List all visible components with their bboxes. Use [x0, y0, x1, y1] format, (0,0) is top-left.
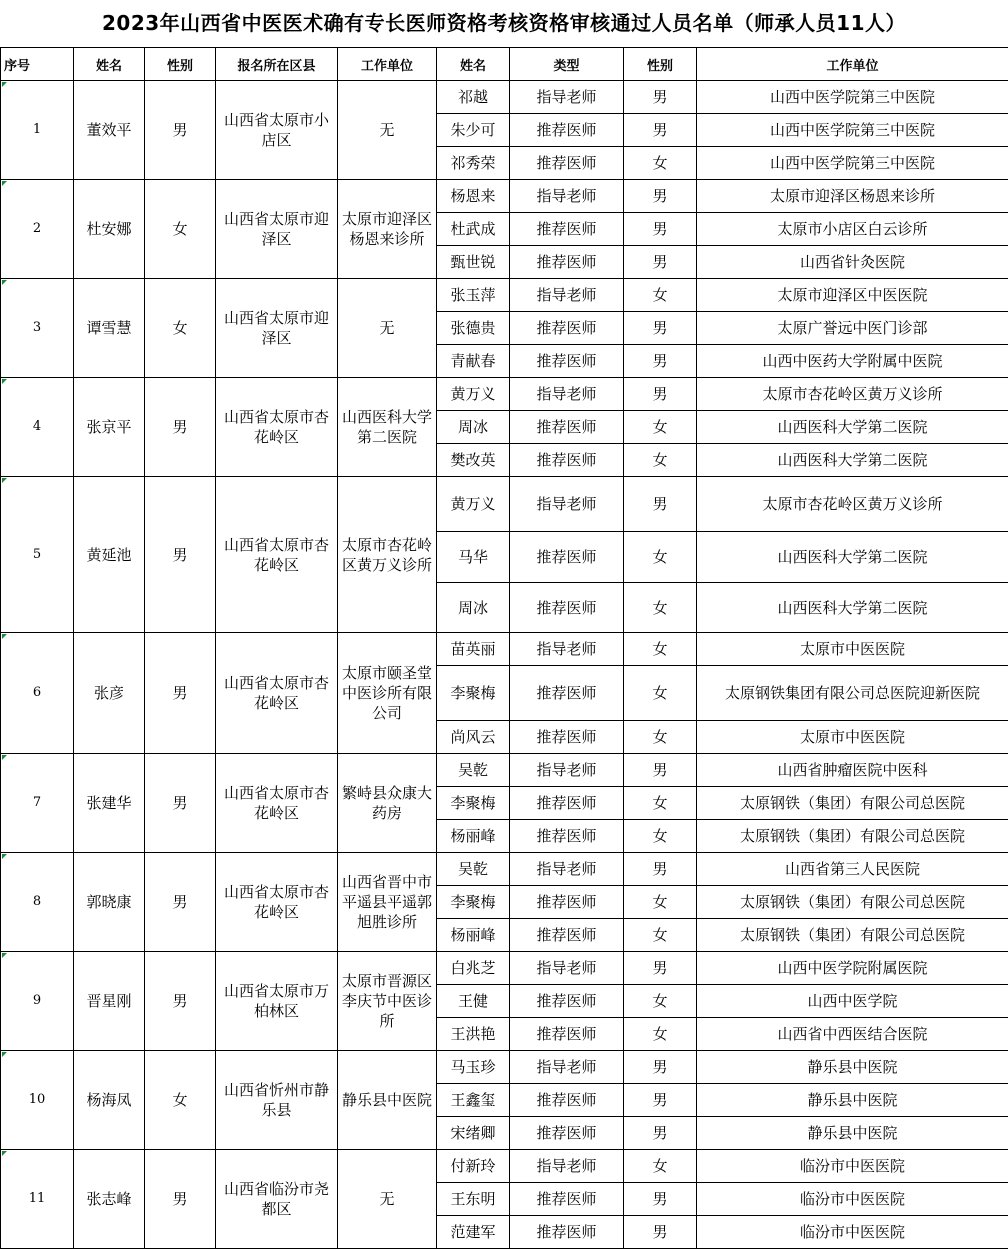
mentor-type: 推荐医师	[510, 820, 624, 853]
mentor-type: 推荐医师	[510, 721, 624, 754]
mentor-gender: 男	[624, 180, 697, 213]
mentor-name: 张德贵	[437, 312, 510, 345]
mentor-gender: 女	[624, 279, 697, 312]
applicant-name: 杨海凤	[74, 1051, 145, 1150]
applicant-name: 张彦	[74, 633, 145, 754]
mentor-unit: 山西省针灸医院	[697, 246, 1008, 279]
mentor-name: 王洪艳	[437, 1018, 510, 1051]
mentor-type: 推荐医师	[510, 147, 624, 180]
mentor-name: 张玉萍	[437, 279, 510, 312]
mentor-gender: 男	[624, 213, 697, 246]
applicant-gender: 男	[145, 952, 216, 1051]
mentor-gender: 女	[624, 444, 697, 477]
table-row	[1, 1051, 1008, 1084]
mentor-unit: 临汾市中医医院	[697, 1150, 1008, 1183]
applicant-gender: 男	[145, 1150, 216, 1249]
mentor-type: 推荐医师	[510, 1183, 624, 1216]
mentor-name: 杨丽峰	[437, 919, 510, 952]
mentor-gender: 男	[624, 1183, 697, 1216]
approved-personnel-table	[0, 47, 1008, 1249]
applicant-seq: 1	[1, 81, 74, 180]
mentor-unit: 太原钢铁（集团）有限公司总医院	[697, 820, 1008, 853]
mentor-name: 宋绪卿	[437, 1117, 510, 1150]
applicant-district: 山西省太原市杏花岭区	[216, 853, 338, 952]
applicant-unit: 山西医科大学第二医院	[338, 378, 437, 477]
table-row	[1, 1150, 1008, 1183]
applicant-seq: 8	[1, 853, 74, 952]
mentor-type: 推荐医师	[510, 114, 624, 147]
applicant-district: 山西省忻州市静乐县	[216, 1051, 338, 1150]
mentor-type: 推荐医师	[510, 1084, 624, 1117]
mentor-name: 青献春	[437, 345, 510, 378]
mentor-type: 推荐医师	[510, 246, 624, 279]
mentor-type: 推荐医师	[510, 1216, 624, 1249]
mentor-name: 尚风云	[437, 721, 510, 754]
mentor-gender: 女	[624, 886, 697, 919]
applicant-unit: 太原市颐圣堂中医诊所有限公司	[338, 633, 437, 754]
applicant-name: 晋星刚	[74, 952, 145, 1051]
mentor-unit: 山西省第三人民医院	[697, 853, 1008, 886]
applicant-gender: 男	[145, 378, 216, 477]
mentor-type: 推荐医师	[510, 345, 624, 378]
mentor-gender: 女	[624, 985, 697, 1018]
mentor-unit: 临汾市中医医院	[697, 1216, 1008, 1249]
applicant-district: 山西省临汾市尧都区	[216, 1150, 338, 1249]
mentor-name: 王鑫玺	[437, 1084, 510, 1117]
mentor-name: 黄万义	[437, 378, 510, 411]
mentor-unit: 太原市杏花岭区黄万义诊所	[697, 378, 1008, 411]
mentor-type: 推荐医师	[510, 1018, 624, 1051]
mentor-gender: 女	[624, 147, 697, 180]
mentor-gender: 女	[624, 1018, 697, 1051]
table-row	[1, 81, 1008, 114]
applicant-unit: 无	[338, 81, 437, 180]
applicant-name: 董效平	[74, 81, 145, 180]
header-mentor-name: 姓名	[437, 48, 510, 81]
mentor-name: 杨恩来	[437, 180, 510, 213]
mentor-type: 指导老师	[510, 754, 624, 787]
mentor-unit: 太原钢铁（集团）有限公司总医院	[697, 886, 1008, 919]
mentor-type: 指导老师	[510, 81, 624, 114]
applicant-gender: 男	[145, 853, 216, 952]
applicant-gender: 男	[145, 633, 216, 754]
mentor-type: 指导老师	[510, 477, 624, 532]
mentor-gender: 男	[624, 853, 697, 886]
mentor-name: 马玉珍	[437, 1051, 510, 1084]
applicant-name: 张志峰	[74, 1150, 145, 1249]
mentor-type: 指导老师	[510, 279, 624, 312]
mentor-name: 苗英丽	[437, 633, 510, 666]
mentor-unit: 山西医科大学第二医院	[697, 444, 1008, 477]
mentor-gender: 女	[624, 532, 697, 583]
mentor-name: 黄万义	[437, 477, 510, 532]
mentor-gender: 男	[624, 1051, 697, 1084]
applicant-district: 山西省太原市小店区	[216, 81, 338, 180]
applicant-seq: 5	[1, 477, 74, 633]
mentor-type: 推荐医师	[510, 919, 624, 952]
applicant-unit: 太原市晋源区李庆节中医诊所	[338, 952, 437, 1051]
applicant-name: 张建华	[74, 754, 145, 853]
applicant-name: 黄延池	[74, 477, 145, 633]
header-mentor-type: 类型	[510, 48, 624, 81]
applicant-district: 山西省太原市迎泽区	[216, 279, 338, 378]
mentor-name: 李聚梅	[437, 886, 510, 919]
applicant-district: 山西省太原市杏花岭区	[216, 754, 338, 853]
applicant-unit: 太原市杏花岭区黄万义诊所	[338, 477, 437, 633]
mentor-name: 朱少可	[437, 114, 510, 147]
applicant-seq: 6	[1, 633, 74, 754]
applicant-name: 郭晓康	[74, 853, 145, 952]
applicant-unit: 山西省晋中市平遥县平遥郭旭胜诊所	[338, 853, 437, 952]
mentor-type: 推荐医师	[510, 213, 624, 246]
applicant-name: 杜安娜	[74, 180, 145, 279]
applicant-unit: 太原市迎泽区杨恩来诊所	[338, 180, 437, 279]
applicant-seq: 9	[1, 952, 74, 1051]
mentor-gender: 男	[624, 754, 697, 787]
mentor-type: 指导老师	[510, 1051, 624, 1084]
applicant-unit: 静乐县中医院	[338, 1051, 437, 1150]
mentor-type: 推荐医师	[510, 444, 624, 477]
mentor-gender: 女	[624, 633, 697, 666]
mentor-unit: 太原市中医医院	[697, 721, 1008, 754]
mentor-type: 指导老师	[510, 952, 624, 985]
mentor-gender: 女	[624, 411, 697, 444]
mentor-type: 推荐医师	[510, 666, 624, 721]
table-body	[1, 81, 1008, 1249]
mentor-gender: 女	[624, 919, 697, 952]
mentor-name: 吴乾	[437, 853, 510, 886]
mentor-gender: 男	[624, 114, 697, 147]
mentor-type: 指导老师	[510, 633, 624, 666]
mentor-gender: 女	[624, 583, 697, 633]
applicant-seq: 2	[1, 180, 74, 279]
mentor-unit: 太原钢铁（集团）有限公司总医院	[697, 787, 1008, 820]
applicant-gender: 男	[145, 754, 216, 853]
mentor-gender: 男	[624, 312, 697, 345]
mentor-name: 周冰	[437, 583, 510, 633]
applicant-unit: 无	[338, 279, 437, 378]
mentor-unit: 山西省肿瘤医院中医科	[697, 754, 1008, 787]
table-row	[1, 180, 1008, 213]
mentor-unit: 山西医科大学第二医院	[697, 411, 1008, 444]
applicant-gender: 女	[145, 180, 216, 279]
mentor-name: 杜武成	[437, 213, 510, 246]
mentor-unit: 山西中医学院	[697, 985, 1008, 1018]
applicant-seq: 10	[1, 1051, 74, 1150]
mentor-unit: 山西中医学院附属医院	[697, 952, 1008, 985]
applicant-district: 山西省太原市万柏林区	[216, 952, 338, 1051]
mentor-name: 李聚梅	[437, 787, 510, 820]
mentor-name: 白兆芝	[437, 952, 510, 985]
mentor-unit: 山西中医学院第三中医院	[697, 147, 1008, 180]
document-title: 2023年山西省中医医术确有专长医师资格考核资格审核通过人员名单（师承人员11人）	[0, 0, 1008, 47]
applicant-seq: 3	[1, 279, 74, 378]
mentor-gender: 男	[624, 246, 697, 279]
mentor-unit: 太原钢铁集团有限公司总医院迎新医院	[697, 666, 1008, 721]
table-row	[1, 853, 1008, 886]
mentor-gender: 女	[624, 787, 697, 820]
header-gender: 性别	[145, 48, 216, 81]
mentor-name: 王东明	[437, 1183, 510, 1216]
applicant-unit: 繁峙县众康大药房	[338, 754, 437, 853]
header-unit: 工作单位	[338, 48, 437, 81]
mentor-name: 祁秀荣	[437, 147, 510, 180]
applicant-seq: 4	[1, 378, 74, 477]
mentor-name: 祁越	[437, 81, 510, 114]
mentor-name: 周冰	[437, 411, 510, 444]
mentor-type: 推荐医师	[510, 583, 624, 633]
mentor-type: 推荐医师	[510, 985, 624, 1018]
table-row	[1, 633, 1008, 666]
mentor-unit: 山西中医学院第三中医院	[697, 81, 1008, 114]
mentor-name: 李聚梅	[437, 666, 510, 721]
mentor-unit: 太原市杏花岭区黄万义诊所	[697, 477, 1008, 532]
mentor-type: 推荐医师	[510, 532, 624, 583]
table-row	[1, 952, 1008, 985]
mentor-name: 范建军	[437, 1216, 510, 1249]
mentor-unit: 太原广誉远中医门诊部	[697, 312, 1008, 345]
applicant-gender: 女	[145, 279, 216, 378]
header-seq: 序号	[1, 48, 74, 81]
applicant-seq: 7	[1, 754, 74, 853]
mentor-unit: 静乐县中医院	[697, 1117, 1008, 1150]
mentor-gender: 男	[624, 1216, 697, 1249]
mentor-type: 推荐医师	[510, 886, 624, 919]
mentor-name: 杨丽峰	[437, 820, 510, 853]
mentor-unit: 静乐县中医院	[697, 1051, 1008, 1084]
mentor-unit: 太原市迎泽区杨恩来诊所	[697, 180, 1008, 213]
mentor-type: 推荐医师	[510, 787, 624, 820]
mentor-gender: 女	[624, 666, 697, 721]
mentor-name: 甄世锐	[437, 246, 510, 279]
mentor-gender: 女	[624, 820, 697, 853]
mentor-gender: 男	[624, 81, 697, 114]
mentor-unit: 山西省中西医结合医院	[697, 1018, 1008, 1051]
table-row	[1, 754, 1008, 787]
mentor-gender: 男	[624, 477, 697, 532]
mentor-type: 指导老师	[510, 180, 624, 213]
mentor-gender: 男	[624, 952, 697, 985]
mentor-name: 吴乾	[437, 754, 510, 787]
mentor-unit: 山西医科大学第二医院	[697, 532, 1008, 583]
mentor-unit: 太原市小店区白云诊所	[697, 213, 1008, 246]
mentor-unit: 太原市迎泽区中医医院	[697, 279, 1008, 312]
mentor-unit: 静乐县中医院	[697, 1084, 1008, 1117]
mentor-gender: 男	[624, 378, 697, 411]
mentor-unit: 太原钢铁（集团）有限公司总医院	[697, 919, 1008, 952]
mentor-unit: 临汾市中医医院	[697, 1183, 1008, 1216]
applicant-district: 山西省太原市杏花岭区	[216, 633, 338, 754]
applicant-gender: 女	[145, 1051, 216, 1150]
applicant-gender: 男	[145, 477, 216, 633]
mentor-type: 推荐医师	[510, 411, 624, 444]
mentor-type: 指导老师	[510, 378, 624, 411]
mentor-type: 推荐医师	[510, 312, 624, 345]
mentor-gender: 女	[624, 1150, 697, 1183]
mentor-gender: 男	[624, 1117, 697, 1150]
applicant-district: 山西省太原市迎泽区	[216, 180, 338, 279]
applicant-gender: 男	[145, 81, 216, 180]
header-district: 报名所在区县	[216, 48, 338, 81]
mentor-gender: 男	[624, 345, 697, 378]
header-mentor-gender: 性别	[624, 48, 697, 81]
mentor-type: 指导老师	[510, 853, 624, 886]
mentor-unit: 山西医科大学第二医院	[697, 583, 1008, 633]
mentor-name: 樊改英	[437, 444, 510, 477]
mentor-name: 马华	[437, 532, 510, 583]
applicant-unit: 无	[338, 1150, 437, 1249]
mentor-gender: 男	[624, 1084, 697, 1117]
mentor-name: 王健	[437, 985, 510, 1018]
applicant-district: 山西省太原市杏花岭区	[216, 477, 338, 633]
mentor-unit: 山西中医学院第三中医院	[697, 114, 1008, 147]
header-mentor-unit: 工作单位	[697, 48, 1008, 81]
header-row	[1, 48, 1008, 81]
mentor-unit: 太原市中医医院	[697, 633, 1008, 666]
header-name: 姓名	[74, 48, 145, 81]
table-row	[1, 378, 1008, 411]
applicant-seq: 11	[1, 1150, 74, 1249]
mentor-unit: 山西中医药大学附属中医院	[697, 345, 1008, 378]
applicant-name: 谭雪慧	[74, 279, 145, 378]
applicant-district: 山西省太原市杏花岭区	[216, 378, 338, 477]
mentor-name: 付新玲	[437, 1150, 510, 1183]
mentor-type: 推荐医师	[510, 1117, 624, 1150]
table-row	[1, 279, 1008, 312]
mentor-type: 指导老师	[510, 1150, 624, 1183]
mentor-gender: 女	[624, 721, 697, 754]
table-row	[1, 477, 1008, 532]
applicant-name: 张京平	[74, 378, 145, 477]
